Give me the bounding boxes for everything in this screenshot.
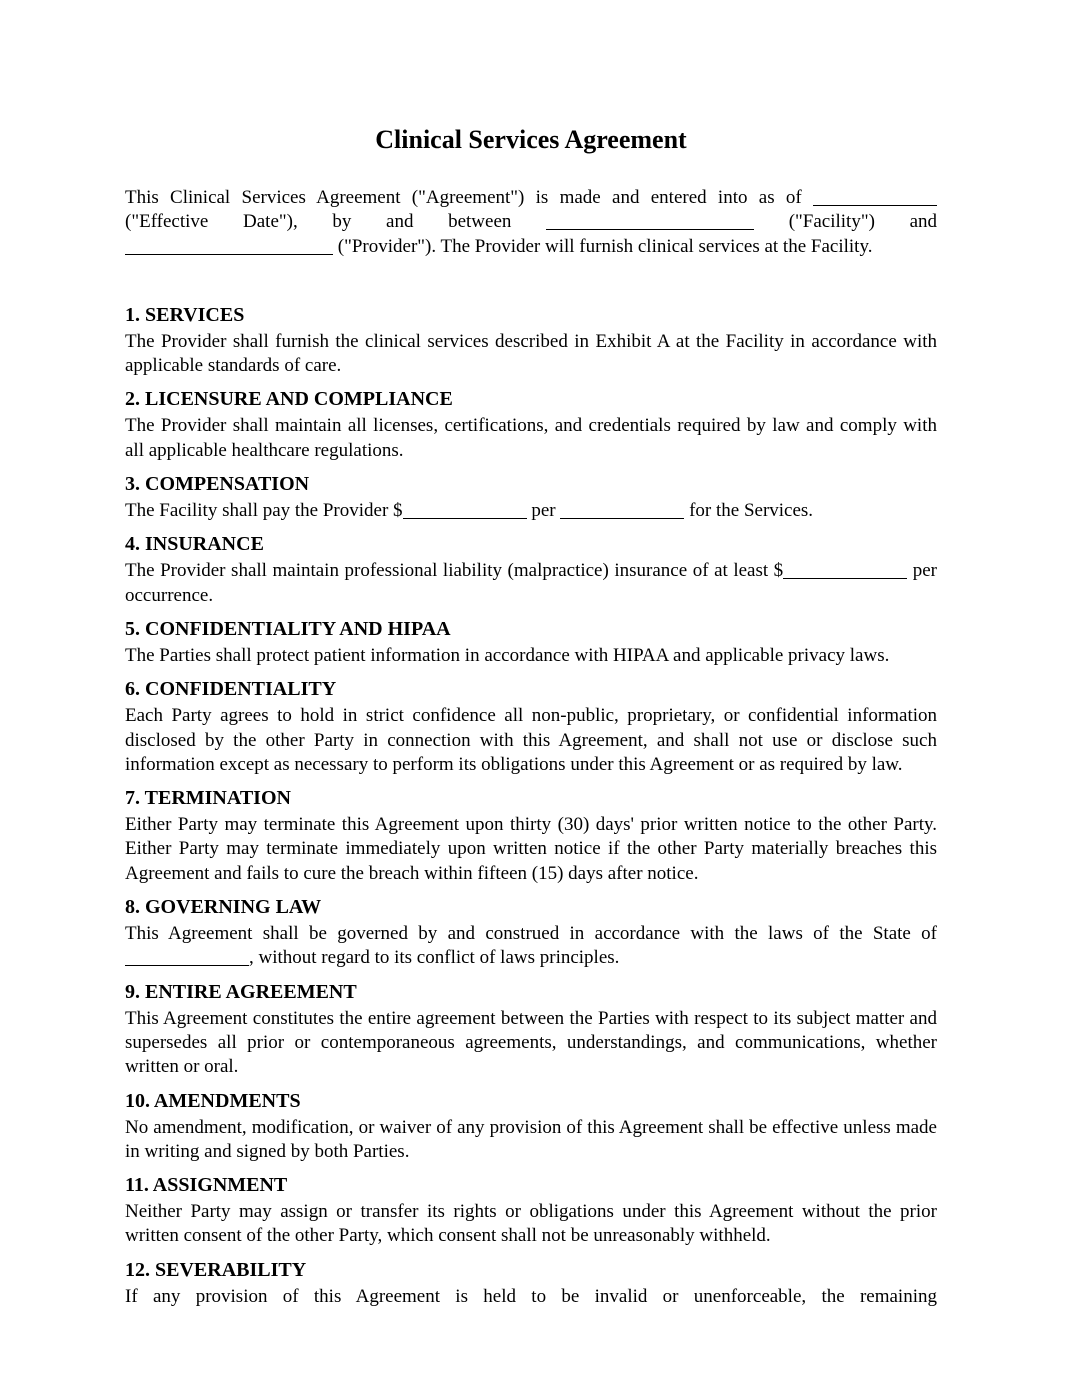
section-severability: [125, 1258, 937, 1309]
compensation-text-2: per: [531, 500, 556, 522]
section-insurance: [125, 532, 937, 608]
section-heading: 6. CONFIDENTIALITY: [125, 678, 337, 701]
compensation-text-3: for the Services.: [689, 500, 814, 522]
section-entire-agreement: [125, 980, 937, 1080]
document-title: Clinical Services Agreement: [375, 125, 687, 154]
insurance-text-2: per occurrence.: [125, 560, 937, 606]
facility-name-blank[interactable]: [546, 211, 754, 230]
preamble-text-3: ("Facility") and: [788, 211, 938, 233]
section-heading: 1. SERVICES: [125, 303, 245, 326]
preamble-text-1: This Clinical Services Agreement ("Agreement") is made and entered into as of: [125, 187, 802, 208]
section-heading: 3. COMPENSATION: [125, 473, 310, 496]
section-body: This Agreement constitutes the entire agreement between the Parties with respect to its subject matter and supersedes all prior or contemporaneous agreements, understandings, and communications, whether written or oral.: [125, 1007, 937, 1078]
section-heading: 7. TERMINATION: [125, 787, 291, 810]
section-governing-law: [125, 895, 937, 971]
section-body: [125, 922, 937, 971]
section-body: [125, 499, 937, 523]
section-heading: 5. CONFIDENTIALITY AND HIPAA: [125, 617, 451, 640]
section-heading: 2. LICENSURE AND COMPLIANCE: [125, 388, 453, 411]
section-hipaa: [125, 617, 937, 668]
section-heading: 11. ASSIGNMENT: [125, 1174, 288, 1197]
section-body: The Parties shall protect patient information in accordance with HIPAA and applicable privacy laws.: [125, 644, 890, 666]
section-body: The Provider shall furnish the clinical services described in Exhibit A at the Facility in accordance with applicable standards of care.: [125, 330, 937, 377]
section-compensation: [125, 472, 937, 523]
document-page: [125, 120, 937, 1318]
governing-law-text-1: This Agreement shall be governed by and construed in accordance with the laws of the State of: [125, 923, 937, 945]
governing-law-text-2: , without regard to its conflict of laws principles.: [249, 947, 620, 969]
section-termination: [125, 786, 937, 886]
section-services: [125, 303, 937, 379]
section-amendments: [125, 1089, 937, 1165]
section-body: No amendment, modification, or waiver of any provision of this Agreement shall be effective unless made in writing and signed by both Parties.: [125, 1116, 937, 1162]
compensation-amount-blank[interactable]: [403, 500, 527, 519]
section-body: Either Party may terminate this Agreement upon thirty (30) days' prior written notice to the other Party. Either Party may terminate immediately upon written notice if the other Party materially breaches this Agreement and fails to cure the breach within fifteen (15) days after notice.: [125, 814, 937, 884]
preamble-text-4: ("Provider"). The Provider will furnish clinical services at the Facility.: [337, 235, 873, 257]
compensation-period-blank[interactable]: [560, 500, 684, 519]
section-heading: 4. INSURANCE: [125, 533, 264, 556]
provider-name-blank[interactable]: [125, 236, 333, 255]
section-assignment: [125, 1173, 937, 1249]
section-body: Neither Party may assign or transfer its rights or obligations under this Agreement without the prior written consent of the other Party, which consent shall not be unreasonably withheld.: [125, 1201, 937, 1247]
section-heading: 12. SEVERABILITY: [125, 1258, 307, 1281]
preamble: [125, 186, 937, 259]
section-body: The Provider shall maintain all licenses, certifications, and credentials required by law and comply with all applicable healthcare regulations.: [125, 415, 937, 461]
section-confidentiality: [125, 677, 937, 777]
section-body: Each Party agrees to hold in strict confidence all non-public, proprietary, or confidential information disclosed by the other Party in connection with this Agreement, and shall not use or disclose such information except as necessary to perform its obligations under this Agreement or as required by law.: [125, 705, 937, 775]
section-body: [125, 559, 937, 608]
governing-state-blank[interactable]: [125, 947, 249, 966]
insurance-text-1: The Provider shall maintain professional liability (malpractice) insurance of at least $: [125, 560, 784, 582]
section-licensure: [125, 387, 937, 463]
section-heading: 9. ENTIRE AGREEMENT: [125, 980, 357, 1003]
effective-date-blank[interactable]: [813, 187, 937, 206]
section-heading: 8. GOVERNING LAW: [125, 896, 322, 919]
compensation-text-1: The Facility shall pay the Provider $: [125, 500, 403, 522]
section-body: If any provision of this Agreement is held to be invalid or unenforceable, the remaining: [125, 1285, 937, 1307]
preamble-text-2: ("Effective Date"), by and between: [125, 211, 512, 233]
section-heading: 10. AMENDMENTS: [125, 1089, 301, 1112]
insurance-amount-blank[interactable]: [783, 560, 907, 579]
